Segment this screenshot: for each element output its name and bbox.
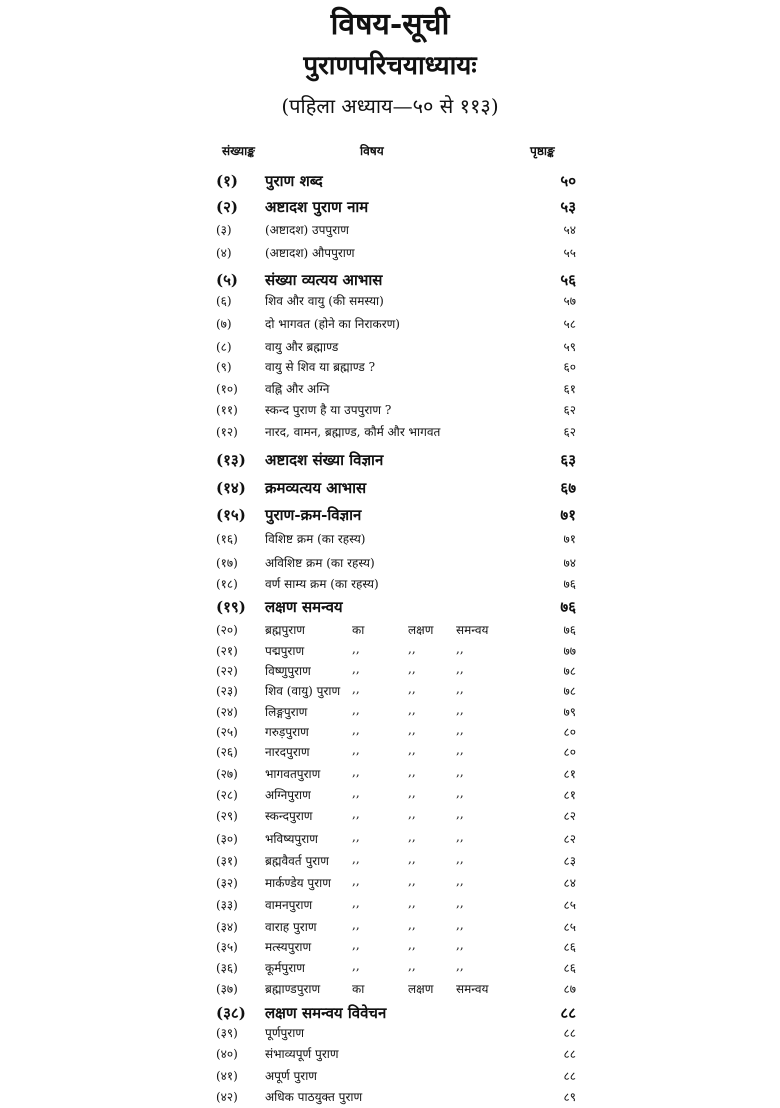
item-column-c1: का xyxy=(352,982,365,996)
item-number: (३३) xyxy=(216,898,238,912)
item-column-c2: ,, xyxy=(408,918,416,932)
item-number: (३१) xyxy=(216,854,238,868)
item-column-c1: ,, xyxy=(352,642,360,656)
item-title: लिङ्गपुराण xyxy=(265,705,308,719)
item-number: (१२) xyxy=(216,425,238,439)
item-page: ५६ xyxy=(560,271,576,289)
list-item xyxy=(0,621,780,641)
list-item xyxy=(0,765,780,785)
item-column-c2: ,, xyxy=(408,723,416,737)
list-item xyxy=(0,450,780,470)
item-page: ८५ xyxy=(563,920,576,934)
list-item xyxy=(0,358,780,378)
item-page: ७६ xyxy=(563,623,576,637)
item-column-c1: ,, xyxy=(352,918,360,932)
item-column-c2: ,, xyxy=(408,662,416,676)
item-page: ८७ xyxy=(563,982,576,996)
item-page: ६२ xyxy=(563,425,576,439)
list-item xyxy=(0,401,780,421)
item-page: ८३ xyxy=(563,854,576,868)
item-title: संख्या व्यत्यय आभास xyxy=(265,271,383,289)
item-page: ८५ xyxy=(563,898,576,912)
item-column-c3: समन्वय xyxy=(456,982,489,996)
item-column-c1: ,, xyxy=(352,938,360,952)
item-title: शिव और वायु (की समस्या) xyxy=(265,294,384,308)
item-title: नारदपुराण xyxy=(265,745,310,759)
item-column-c1: ,, xyxy=(352,959,360,973)
item-number: (४१) xyxy=(216,1069,238,1083)
list-item xyxy=(0,221,780,241)
item-title: गरुड़पुराण xyxy=(265,725,309,739)
item-number: (३४) xyxy=(216,920,238,934)
item-title: अविशिष्ट क्रम (का रहस्य) xyxy=(265,556,375,570)
item-column-c1: ,, xyxy=(352,852,360,866)
item-title: वह्नि और अग्नि xyxy=(265,382,330,396)
item-number: (७) xyxy=(216,317,232,331)
item-column-c1: ,, xyxy=(352,662,360,676)
item-number: (३८) xyxy=(216,1004,246,1022)
list-item xyxy=(0,597,780,617)
item-page: ८८ xyxy=(563,1047,576,1061)
list-item xyxy=(0,338,780,358)
list-item xyxy=(0,723,780,743)
item-page: ७१ xyxy=(560,506,576,524)
item-column-c1: ,, xyxy=(352,743,360,757)
list-item xyxy=(0,171,780,191)
item-page: ७७ xyxy=(563,644,576,658)
list-item xyxy=(0,662,780,682)
list-item xyxy=(0,918,780,938)
item-page: ८२ xyxy=(563,809,576,823)
list-item xyxy=(0,980,780,1000)
item-number: (२५) xyxy=(216,725,238,739)
item-page: ८१ xyxy=(563,767,576,781)
item-number: (४२) xyxy=(216,1090,238,1104)
item-page: ५७ xyxy=(563,294,576,308)
item-column-c2: लक्षण xyxy=(408,623,434,637)
list-item xyxy=(0,852,780,872)
item-title: लक्षण समन्वय विवेचन xyxy=(265,1004,387,1022)
item-column-c2: ,, xyxy=(408,786,416,800)
item-page: ८० xyxy=(563,725,576,739)
list-item xyxy=(0,938,780,958)
item-column-c3: ,, xyxy=(456,765,464,779)
item-number: (२८) xyxy=(216,788,238,802)
item-title: ब्रह्मपुराण xyxy=(265,623,305,637)
item-page: ५० xyxy=(560,172,576,190)
list-item xyxy=(0,1045,780,1065)
item-page: ७६ xyxy=(560,598,576,616)
item-number: (१९) xyxy=(216,598,246,616)
item-title: (अष्टादश) औपपुराण xyxy=(265,246,355,260)
item-number: (१४) xyxy=(216,479,246,497)
item-column-c1: ,, xyxy=(352,896,360,910)
item-column-c3: ,, xyxy=(456,830,464,844)
item-column-c2: ,, xyxy=(408,765,416,779)
item-title: पद्मपुराण xyxy=(265,644,305,658)
list-item xyxy=(0,1024,780,1044)
item-page: ६७ xyxy=(560,479,576,497)
item-number: (९) xyxy=(216,360,232,374)
item-column-c1: ,, xyxy=(352,786,360,800)
list-item xyxy=(0,896,780,916)
item-title: मत्स्यपुराण xyxy=(265,940,312,954)
item-title: क्रमव्यत्यय आभास xyxy=(265,479,367,497)
item-column-c3: ,, xyxy=(456,682,464,696)
list-item xyxy=(0,1003,780,1023)
item-column-c3: ,, xyxy=(456,642,464,656)
list-item xyxy=(0,642,780,662)
item-title: पुराण-क्रम-विज्ञान xyxy=(265,506,362,524)
item-column-c3: ,, xyxy=(456,703,464,717)
item-title: लक्षण समन्वय xyxy=(265,598,343,616)
item-title: विष्णुपुराण xyxy=(265,664,311,678)
item-number: (६) xyxy=(216,294,232,308)
item-column-c2: ,, xyxy=(408,938,416,952)
item-page: ८८ xyxy=(563,1026,576,1040)
header-subject: विषय xyxy=(360,144,384,158)
item-page: ६१ xyxy=(563,382,576,396)
list-item xyxy=(0,786,780,806)
item-column-c3: ,, xyxy=(456,786,464,800)
item-number: (३७) xyxy=(216,982,238,996)
item-page: ८२ xyxy=(563,832,576,846)
item-page: ७८ xyxy=(563,684,576,698)
item-number: (३५) xyxy=(216,940,238,954)
item-page: ७४ xyxy=(563,556,576,570)
item-number: (४०) xyxy=(216,1047,238,1061)
list-item xyxy=(0,874,780,894)
list-item xyxy=(0,380,780,400)
item-column-c3: ,, xyxy=(456,723,464,737)
item-number: (२०) xyxy=(216,623,238,637)
item-page: ५९ xyxy=(563,340,576,354)
item-column-c1: ,, xyxy=(352,765,360,779)
list-item xyxy=(0,575,780,595)
item-title: नारद, वामन, ब्रह्माण्ड, कौर्म और भागवत xyxy=(265,425,441,439)
chapter-title: पुराणपरिचयाध्यायः xyxy=(303,51,477,81)
item-page: ७८ xyxy=(563,664,576,678)
item-column-c3: ,, xyxy=(456,852,464,866)
list-item xyxy=(0,197,780,217)
item-number: (२७) xyxy=(216,767,238,781)
item-page: ८९ xyxy=(563,1090,576,1104)
item-title: वर्ण साम्य क्रम (का रहस्य) xyxy=(265,577,379,591)
item-title: अग्निपुराण xyxy=(265,788,311,802)
list-item xyxy=(0,830,780,850)
item-page: ८१ xyxy=(563,788,576,802)
item-title: भागवतपुराण xyxy=(265,767,321,781)
item-title: अधिक पाठयुक्त पुराण xyxy=(265,1090,363,1104)
item-title: भविष्यपुराण xyxy=(265,832,318,846)
list-item xyxy=(0,292,780,312)
item-title: मार्कण्डेय पुराण xyxy=(265,876,331,890)
list-item xyxy=(0,1067,780,1087)
list-item xyxy=(0,270,780,290)
list-item xyxy=(0,1088,780,1108)
list-item xyxy=(0,530,780,550)
item-column-c2: ,, xyxy=(408,852,416,866)
item-column-c1: का xyxy=(352,623,365,637)
item-title: ब्रह्माण्डपुराण xyxy=(265,982,321,996)
item-title: शिव (वायु) पुराण xyxy=(265,684,341,698)
item-page: ८४ xyxy=(563,876,576,890)
item-column-c2: ,, xyxy=(408,703,416,717)
item-number: (२) xyxy=(216,198,238,216)
item-title: अष्टादश संख्या विज्ञान xyxy=(265,451,384,469)
item-page: ६० xyxy=(563,360,576,374)
item-number: (२९) xyxy=(216,809,238,823)
item-page: ६३ xyxy=(560,451,576,469)
item-column-c2: ,, xyxy=(408,896,416,910)
item-column-c3: ,, xyxy=(456,938,464,952)
list-item xyxy=(0,423,780,443)
item-title: स्कन्द पुराण है या उपपुराण ? xyxy=(265,403,392,417)
list-item xyxy=(0,703,780,723)
item-number: (२६) xyxy=(216,745,238,759)
item-title: संभाव्यपूर्ण पुराण xyxy=(265,1047,339,1061)
item-column-c2: ,, xyxy=(408,874,416,888)
list-item xyxy=(0,244,780,264)
item-number: (१८) xyxy=(216,577,238,591)
item-column-c1: ,, xyxy=(352,682,360,696)
list-item xyxy=(0,682,780,702)
item-number: (११) xyxy=(216,403,238,417)
item-title: वायु और ब्रह्माण्ड xyxy=(265,340,339,354)
item-number: (३०) xyxy=(216,832,238,846)
item-column-c1: ,, xyxy=(352,874,360,888)
item-page: ८८ xyxy=(560,1004,576,1022)
item-title: अपूर्ण पुराण xyxy=(265,1069,317,1083)
item-title: वाराह पुराण xyxy=(265,920,317,934)
item-column-c3: ,, xyxy=(456,807,464,821)
item-number: (३२) xyxy=(216,876,238,890)
item-page: ५४ xyxy=(563,223,576,237)
item-number: (१६) xyxy=(216,532,238,546)
header-number: संख्याङ्क xyxy=(222,144,255,158)
list-item xyxy=(0,554,780,574)
item-column-c3: ,, xyxy=(456,918,464,932)
list-item xyxy=(0,959,780,979)
item-column-c2: ,, xyxy=(408,642,416,656)
list-item xyxy=(0,315,780,335)
item-page: ८० xyxy=(563,745,576,759)
item-number: (२३) xyxy=(216,684,238,698)
item-page: ५८ xyxy=(563,317,576,331)
page-title: विषय-सूची xyxy=(330,7,450,42)
list-item xyxy=(0,478,780,498)
item-title: वामनपुराण xyxy=(265,898,313,912)
item-title: पुराण शब्द xyxy=(265,172,323,190)
item-column-c1: ,, xyxy=(352,807,360,821)
item-title: अष्टादश पुराण नाम xyxy=(265,198,369,216)
item-column-c2: ,, xyxy=(408,959,416,973)
item-column-c1: ,, xyxy=(352,723,360,737)
item-column-c2: ,, xyxy=(408,830,416,844)
item-number: (१३) xyxy=(216,451,246,469)
item-number: (४) xyxy=(216,246,232,260)
item-column-c3: ,, xyxy=(456,896,464,910)
item-number: (१५) xyxy=(216,506,246,524)
item-number: (१) xyxy=(216,172,238,190)
item-title: कूर्मपुराण xyxy=(265,961,305,975)
item-number: (३६) xyxy=(216,961,238,975)
header-page: पृष्ठाङ्क xyxy=(530,144,555,158)
item-column-c1: ,, xyxy=(352,830,360,844)
item-number: (५) xyxy=(216,271,238,289)
item-column-c3: ,, xyxy=(456,959,464,973)
item-column-c2: ,, xyxy=(408,743,416,757)
item-column-c3: समन्वय xyxy=(456,623,489,637)
item-column-c3: ,, xyxy=(456,743,464,757)
item-column-c1: ,, xyxy=(352,703,360,717)
item-title: ब्रह्मवैवर्त पुराण xyxy=(265,854,329,868)
item-column-c2: लक्षण xyxy=(408,982,434,996)
chapter-subtitle: (पहिला अध्याय—५० से ११३) xyxy=(281,94,499,118)
item-number: (३९) xyxy=(216,1026,238,1040)
item-column-c3: ,, xyxy=(456,874,464,888)
item-page: ८६ xyxy=(563,961,576,975)
item-title: पूर्णपुराण xyxy=(265,1026,305,1040)
item-title: स्कन्दपुराण xyxy=(265,809,313,823)
item-number: (२४) xyxy=(216,705,238,719)
item-number: (२१) xyxy=(216,644,238,658)
item-number: (८) xyxy=(216,340,232,354)
item-title: विशिष्ट क्रम (का रहस्य) xyxy=(265,532,366,546)
item-page: ५३ xyxy=(560,198,576,216)
list-item xyxy=(0,743,780,763)
item-column-c2: ,, xyxy=(408,682,416,696)
list-item xyxy=(0,505,780,525)
item-page: ६२ xyxy=(563,403,576,417)
item-number: (२२) xyxy=(216,664,238,678)
item-column-c2: ,, xyxy=(408,807,416,821)
item-page: ८६ xyxy=(563,940,576,954)
item-title: दो भागवत (होने का निराकरण) xyxy=(265,317,400,331)
item-page: ८८ xyxy=(563,1069,576,1083)
item-number: (१०) xyxy=(216,382,238,396)
item-page: ७१ xyxy=(563,532,576,546)
list-item xyxy=(0,807,780,827)
item-page: ७६ xyxy=(563,577,576,591)
item-column-c3: ,, xyxy=(456,662,464,676)
item-page: ७९ xyxy=(563,705,576,719)
item-page: ५५ xyxy=(563,246,576,260)
item-number: (१७) xyxy=(216,556,238,570)
item-number: (३) xyxy=(216,223,232,237)
item-title: (अष्टादश) उपपुराण xyxy=(265,223,349,237)
item-title: वायु से शिव या ब्रह्माण्ड ? xyxy=(265,360,376,374)
